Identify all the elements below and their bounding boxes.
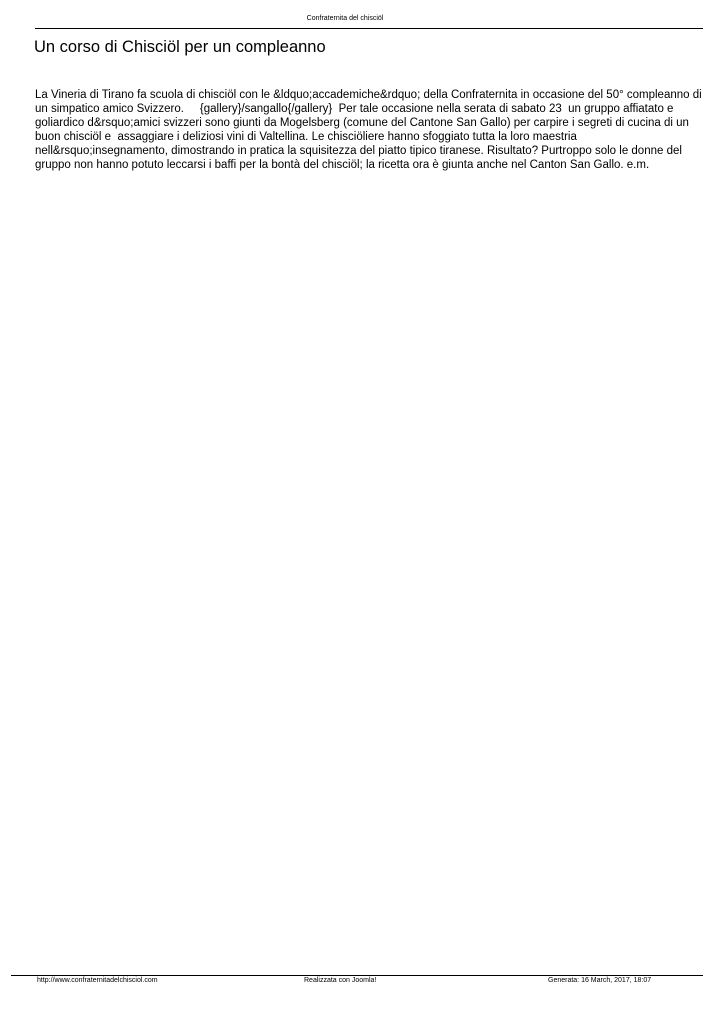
article-title: Un corso di Chisciöl per un compleanno — [34, 38, 326, 56]
footer-credit: Realizzata con Joomla! — [304, 977, 377, 984]
header-divider — [35, 28, 703, 29]
footer-generated-date: Generata: 16 March, 2017, 18:07 — [548, 977, 652, 984]
article-body: La Vineria di Tirano fa scuola di chisciöl con le &ldquo;accademiche&rdquo; della Confraternita in occasione del 50° compleanno di un simpatico amico Svizzero. {gallery}/sangallo{/gallery} Per tale occasione nella serata di sabato 23 un gruppo affiatato e goliardico d&rsquo;amici svizzeri sono giunti da Mogelsberg (comune del Cantone San Gallo) per carpire i segreti di cucina di un buon chisciöl e assaggiare i deliziosi vini di Valtellina. Le chisciöliere hanno sfoggiato tutta la loro maestria nell&rsquo;insegnamento, dimostrando in pratica la squisitezza del piatto tipico tiranese. Risultato? Purtroppo solo le donne del gruppo non hanno potuto leccarsi i baffi per la bontà del chisciöl; la ricetta ora è giunta anche nel Canton San Gallo. e.m. — [35, 89, 705, 171]
footer-site-url: http://www.confraternitadelchisciol.com — [37, 977, 158, 984]
page-header-site-name: Confraternita del chisciöl — [306, 15, 384, 22]
